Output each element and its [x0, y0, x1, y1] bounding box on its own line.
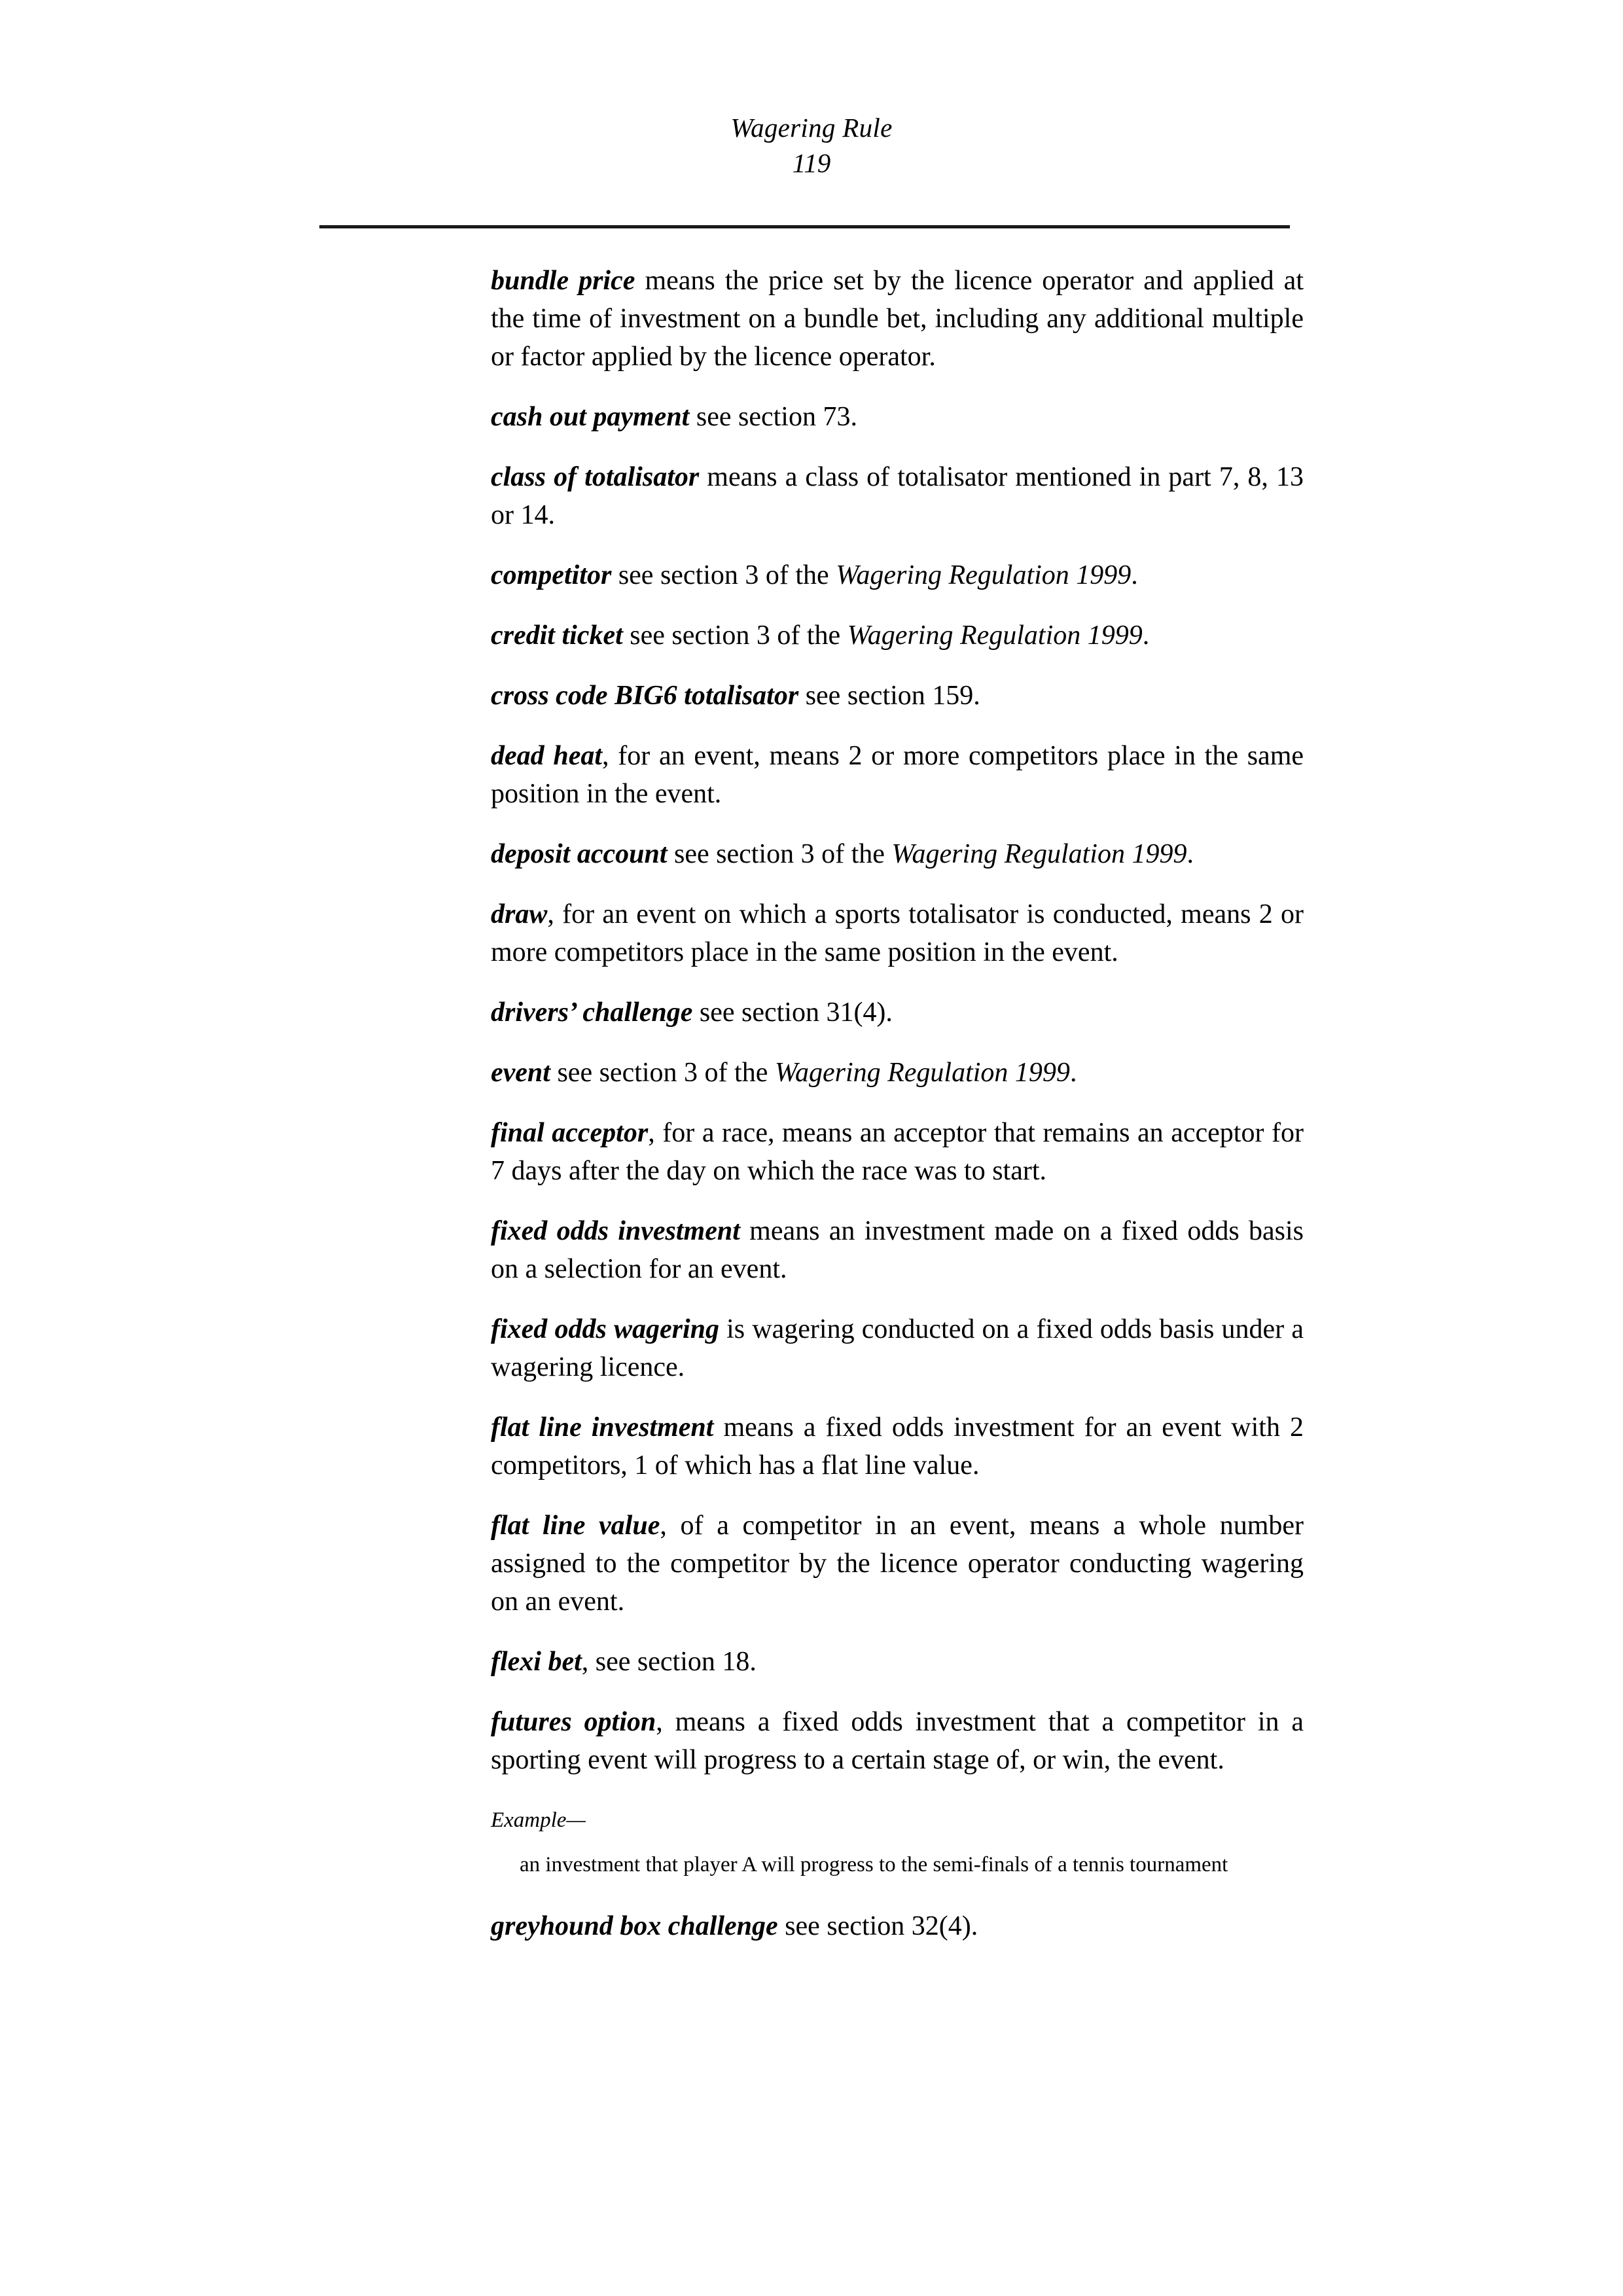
- definition-term: dead heat: [491, 741, 603, 771]
- definition-body-tail: .: [1069, 1058, 1077, 1088]
- definition-body: see section 73.: [689, 402, 857, 432]
- definition-body-tail: .: [1142, 620, 1150, 651]
- definition-body: see section 31(4).: [692, 997, 893, 1028]
- definition-entry: [491, 617, 1304, 655]
- definition-term: draw: [491, 899, 548, 929]
- definition-body: , of a competitor in an event, means a whole number assigned to the competitor by the licence operator conducting wagering on an event.: [491, 1511, 1304, 1617]
- definition-body: see section 3 of the: [611, 560, 836, 590]
- definition-body: see section 3 of the: [550, 1058, 775, 1088]
- definition-entry: [491, 1408, 1304, 1484]
- definition-term: event: [491, 1058, 550, 1088]
- definition-entry: [491, 1507, 1304, 1621]
- definition-entry: [491, 994, 1304, 1031]
- definition-entry: [491, 262, 1304, 376]
- definition-body: see section 3 of the: [622, 620, 847, 651]
- regulation-citation: Wagering Regulation 1999: [847, 620, 1143, 651]
- definition-entry: [491, 1054, 1304, 1092]
- definition-term: greyhound box challenge: [491, 1911, 778, 1941]
- example-text: an investment that player A will progress to the semi-finals of a tennis tournament: [520, 1853, 1228, 1876]
- definition-term: competitor: [491, 560, 612, 590]
- definition-term: drivers’ challenge: [491, 997, 693, 1028]
- definition-term: class of totalisator: [491, 462, 700, 492]
- definition-body: see section 3 of the: [667, 839, 892, 869]
- definition-term: credit ticket: [491, 620, 623, 651]
- definition-term: cash out payment: [491, 402, 690, 432]
- definition-body: , for an event, means 2 or more competitors place in the same position in the event.: [491, 741, 1304, 809]
- definition-body: see section 159.: [798, 681, 980, 711]
- definition-body: , see section 18.: [581, 1647, 757, 1677]
- page-number: 119: [792, 148, 831, 178]
- definition-term: cross code BIG6 totalisator: [491, 681, 799, 711]
- definition-body: means a fixed odds investment for an event with 2 competitors, 1 of which has a flat line value.: [491, 1412, 1304, 1480]
- definition-entry: [491, 1643, 1304, 1681]
- definition-term: deposit account: [491, 839, 668, 869]
- definition-body: means the price set by the licence operator and applied at the time of investment on a bundle bet, including any additional multiple or factor applied by the licence operator.: [491, 266, 1304, 372]
- definition-entry: [491, 1212, 1304, 1288]
- definition-entry: [491, 1907, 1304, 1945]
- header-divider-rule: [319, 225, 1290, 228]
- definition-body: is wagering conducted on a fixed odds basis under a wagering licence.: [491, 1314, 1304, 1382]
- definition-term: fixed odds wagering: [491, 1314, 719, 1344]
- definition-term: flat line value: [491, 1511, 660, 1541]
- header-title: Wagering Rule: [730, 113, 893, 143]
- definition-body: means an investment made on a fixed odds basis on a selection for an event.: [491, 1216, 1304, 1284]
- definition-entry: [491, 1114, 1304, 1190]
- definition-body-tail: .: [1186, 839, 1194, 869]
- definition-body: , for an event on which a sports totalisator is conducted, means 2 or more competitors place in the same position in the event.: [491, 899, 1304, 967]
- definition-body: see section 32(4).: [777, 1911, 978, 1941]
- definition-term: flat line investment: [491, 1412, 714, 1443]
- regulation-citation: Wagering Regulation 1999: [891, 839, 1187, 869]
- definition-entry: [491, 1310, 1304, 1386]
- regulation-citation: Wagering Regulation 1999: [836, 560, 1132, 590]
- definition-body: , for a race, means an acceptor that remains an acceptor for 7 days after the day on which the race was to start.: [491, 1118, 1304, 1186]
- definition-term: flexi bet: [491, 1647, 582, 1677]
- definition-term: futures option: [491, 1707, 656, 1737]
- definition-entry: [491, 677, 1304, 715]
- definition-entry: [491, 556, 1304, 594]
- definitions-column: [491, 262, 1304, 1945]
- definition-term: bundle price: [491, 266, 635, 296]
- definition-term: fixed odds investment: [491, 1216, 740, 1246]
- definition-entry: [491, 1703, 1304, 1779]
- definition-entry: [491, 398, 1304, 436]
- definition-entry: [491, 895, 1304, 971]
- definition-body: , means a fixed odds investment that a competitor in a sporting event will progress to a certain stage of, or win, the event.: [491, 1707, 1304, 1775]
- definition-body-tail: .: [1131, 560, 1138, 590]
- definition-term: final acceptor: [491, 1118, 649, 1148]
- page-header: [0, 110, 1623, 181]
- definition-entry: [491, 458, 1304, 534]
- example-label: Example—: [491, 1808, 586, 1832]
- definition-entry: [491, 737, 1304, 813]
- regulation-citation: Wagering Regulation 1999: [774, 1058, 1070, 1088]
- definition-entry: [491, 835, 1304, 873]
- definition-body: means a class of totalisator mentioned in part 7, 8, 13 or 14.: [491, 462, 1304, 530]
